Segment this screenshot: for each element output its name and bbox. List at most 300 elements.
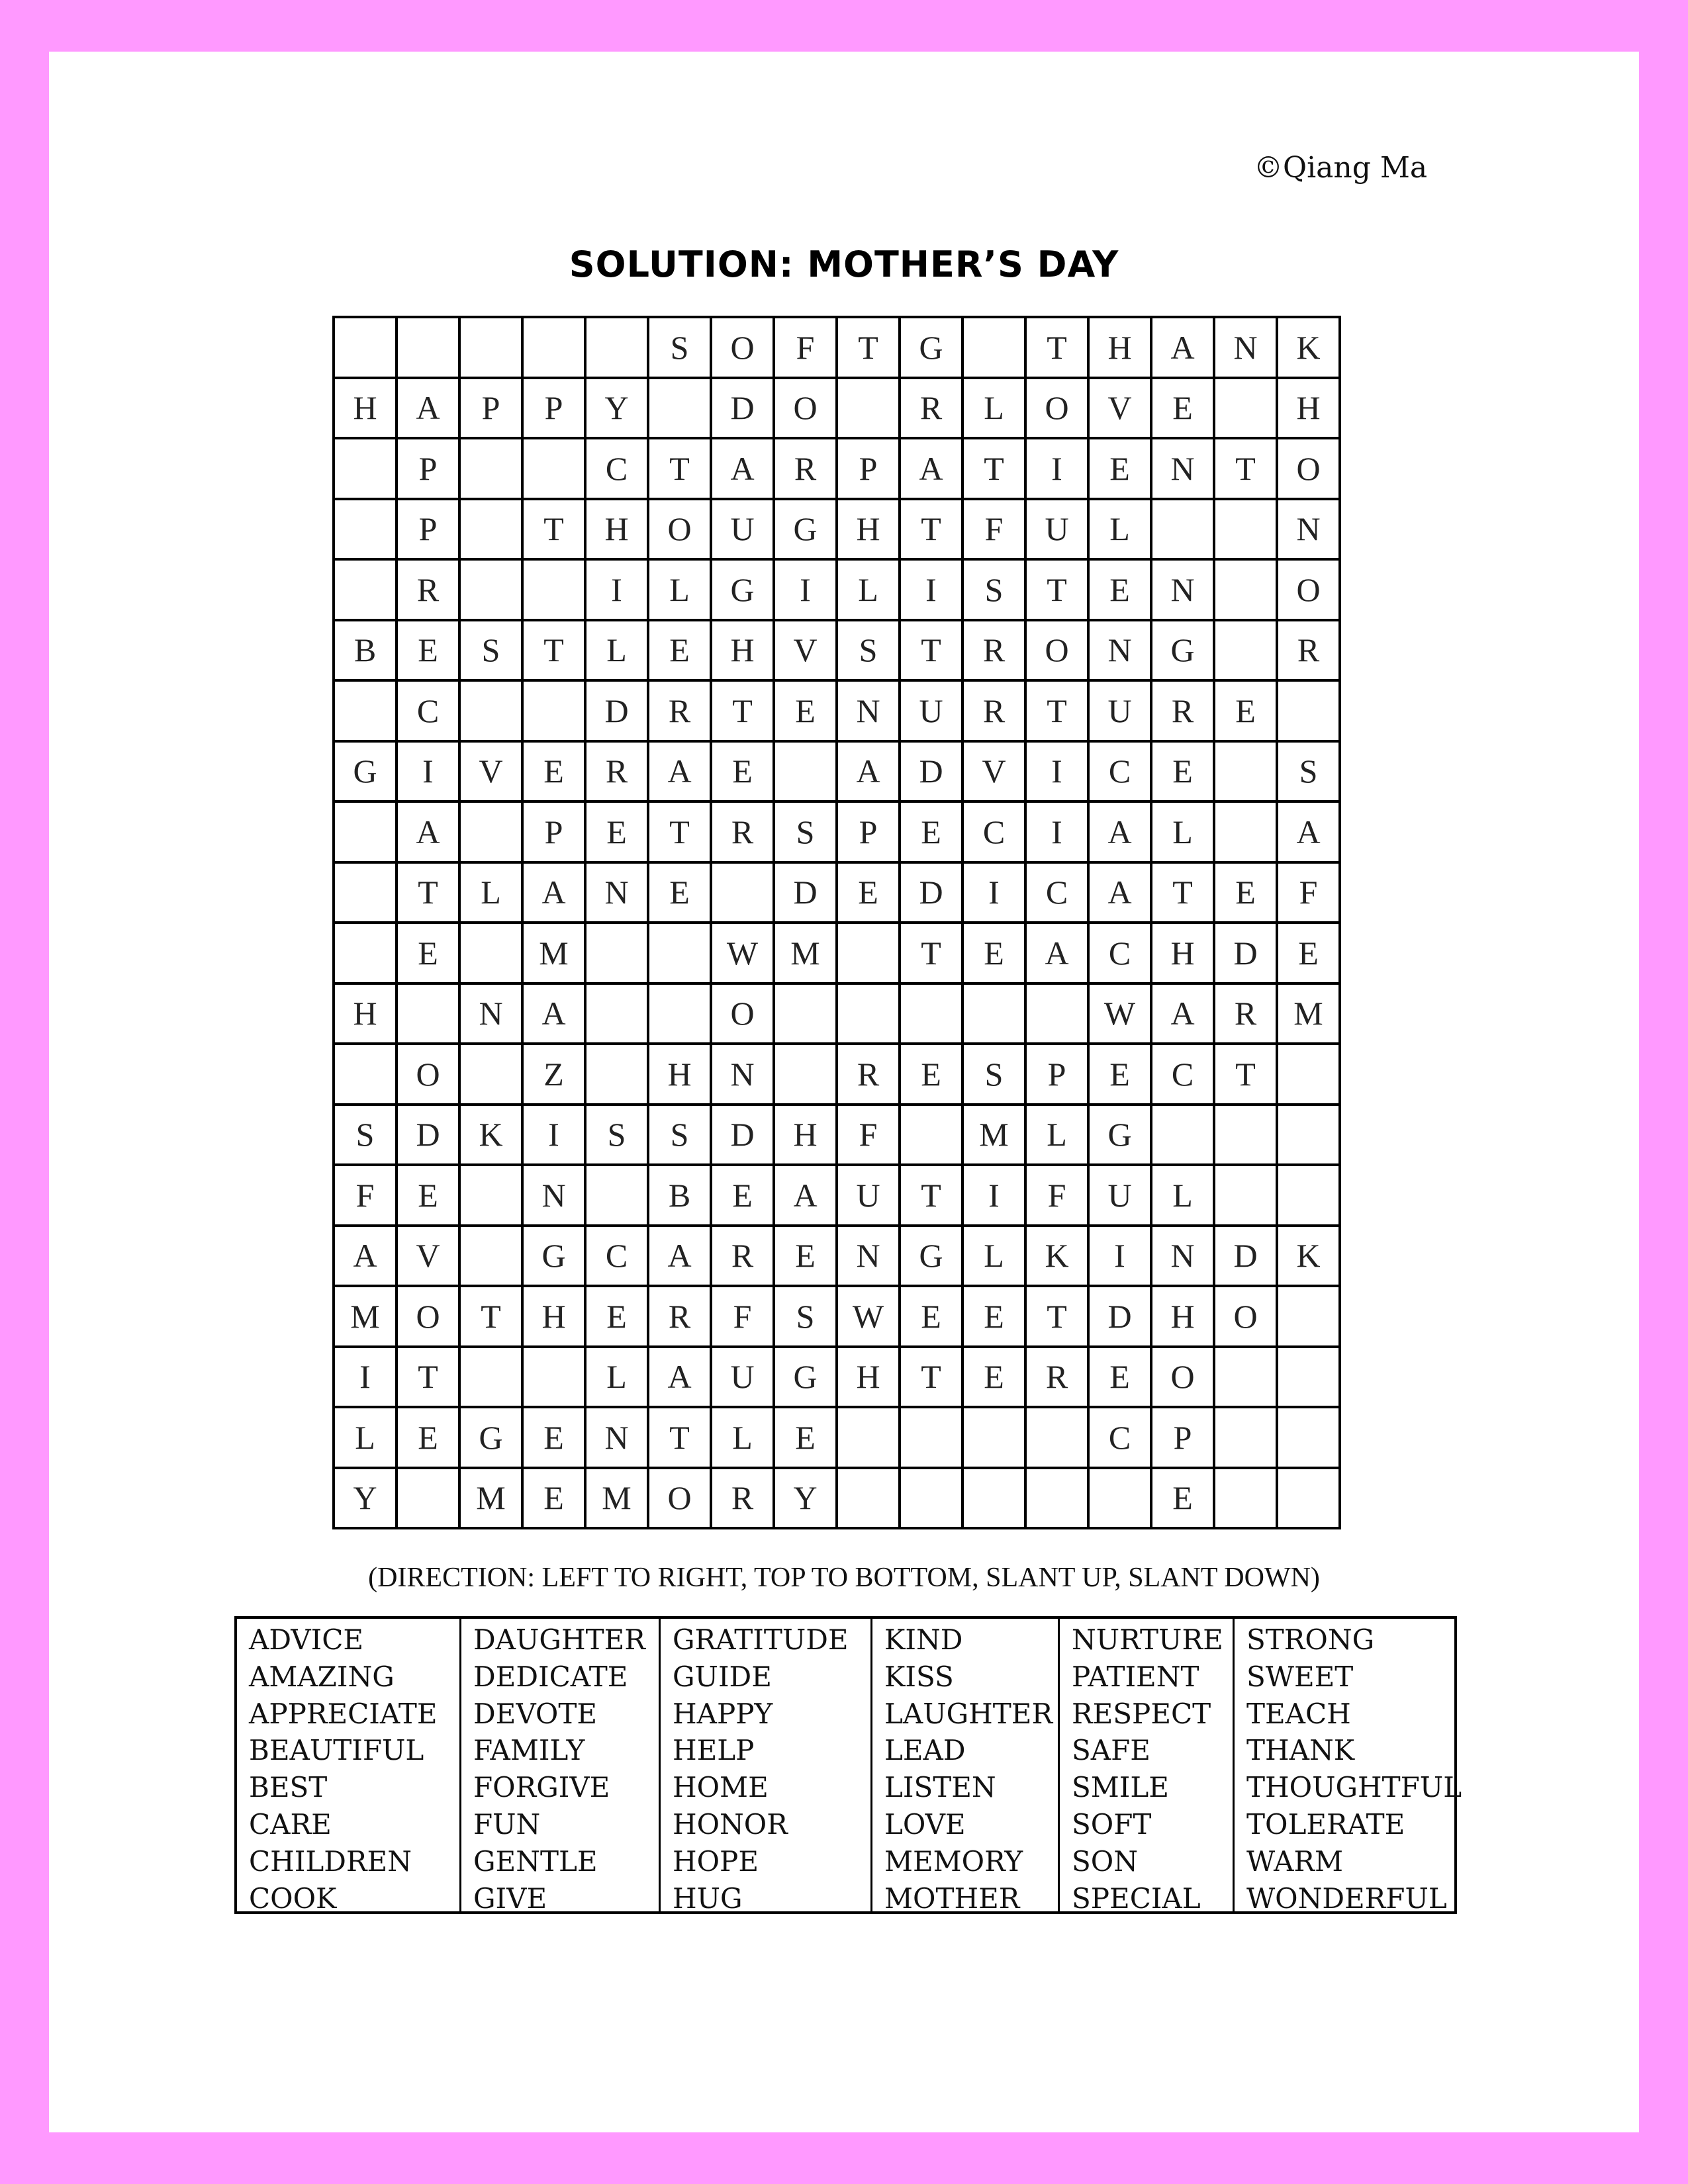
word-bank-column bbox=[237, 1619, 461, 1915]
grid-cell: P bbox=[398, 500, 461, 561]
grid-cell: D bbox=[901, 864, 964, 925]
word-bank-item: KISS bbox=[884, 1660, 954, 1693]
word-bank-item: LOVE bbox=[884, 1807, 966, 1841]
grid-cell: V bbox=[964, 743, 1027, 803]
grid-cell: F bbox=[712, 1287, 775, 1348]
grid-cell: I bbox=[335, 1348, 398, 1409]
grid-cell: Z bbox=[524, 1045, 586, 1106]
grid-cell: E bbox=[712, 1166, 775, 1227]
grid-cell: K bbox=[1278, 1227, 1341, 1288]
grid-cell: E bbox=[1215, 864, 1278, 925]
word-bank-item: MOTHER bbox=[884, 1882, 1020, 1915]
grid-cell: F bbox=[838, 1106, 901, 1167]
grid-cell: E bbox=[1090, 439, 1152, 500]
grid-cell: T bbox=[461, 1287, 524, 1348]
grid-cell: T bbox=[964, 439, 1027, 500]
grid-cell: E bbox=[1090, 1045, 1152, 1106]
grid-cell: C bbox=[1152, 1045, 1215, 1106]
grid-cell: S bbox=[586, 1106, 649, 1167]
grid-cell: N bbox=[838, 682, 901, 743]
grid-cell: T bbox=[1027, 561, 1090, 621]
word-bank-item: THOUGHTFUL bbox=[1246, 1771, 1462, 1804]
grid-cell: H bbox=[335, 379, 398, 440]
grid-cell: T bbox=[398, 1348, 461, 1409]
grid-cell: E bbox=[1215, 682, 1278, 743]
grid-cell: T bbox=[838, 318, 901, 379]
grid-cell: Y bbox=[775, 1469, 838, 1530]
word-bank-item: WARM bbox=[1246, 1844, 1344, 1878]
grid-cell: T bbox=[649, 439, 712, 500]
grid-cell: A bbox=[1090, 803, 1152, 864]
grid-cell bbox=[838, 1408, 901, 1469]
grid-cell bbox=[461, 1166, 524, 1227]
grid-cell: A bbox=[649, 743, 712, 803]
grid-cell: L bbox=[1090, 500, 1152, 561]
grid-cell: P bbox=[524, 379, 586, 440]
grid-cell bbox=[335, 803, 398, 864]
grid-cell: R bbox=[1027, 1348, 1090, 1409]
grid-cell: C bbox=[586, 439, 649, 500]
grid-cell: N bbox=[1152, 561, 1215, 621]
grid-cell: D bbox=[1090, 1287, 1152, 1348]
grid-cell: R bbox=[964, 682, 1027, 743]
grid-cell: G bbox=[775, 1348, 838, 1409]
grid-cell bbox=[1215, 1106, 1278, 1167]
grid-cell: H bbox=[1152, 1287, 1215, 1348]
grid-cell: K bbox=[1027, 1227, 1090, 1288]
grid-cell: D bbox=[712, 1106, 775, 1167]
grid-cell: T bbox=[1027, 318, 1090, 379]
grid-cell: R bbox=[586, 743, 649, 803]
word-bank-item: KIND bbox=[884, 1623, 963, 1656]
grid-cell: G bbox=[712, 561, 775, 621]
grid-cell bbox=[335, 500, 398, 561]
grid-cell: E bbox=[901, 803, 964, 864]
grid-cell: E bbox=[1090, 1348, 1152, 1409]
grid-cell bbox=[586, 985, 649, 1046]
grid-cell: E bbox=[964, 924, 1027, 985]
grid-cell bbox=[838, 379, 901, 440]
grid-cell: U bbox=[712, 1348, 775, 1409]
grid-cell: O bbox=[1027, 379, 1090, 440]
grid-cell: N bbox=[838, 1227, 901, 1288]
grid-cell bbox=[712, 864, 775, 925]
grid-cell: E bbox=[964, 1348, 1027, 1409]
grid-cell: A bbox=[775, 1166, 838, 1227]
grid-cell: N bbox=[586, 864, 649, 925]
worksheet-page bbox=[49, 52, 1639, 2132]
word-bank-item: HUG bbox=[673, 1882, 743, 1915]
grid-cell: T bbox=[901, 1166, 964, 1227]
grid-cell bbox=[524, 439, 586, 500]
grid-cell: C bbox=[1090, 1408, 1152, 1469]
grid-cell: G bbox=[901, 318, 964, 379]
grid-cell: R bbox=[1278, 621, 1341, 682]
grid-cell: A bbox=[1278, 803, 1341, 864]
grid-cell bbox=[461, 500, 524, 561]
grid-cell: C bbox=[398, 682, 461, 743]
word-bank-item: NURTURE bbox=[1072, 1623, 1223, 1656]
grid-cell bbox=[1152, 500, 1215, 561]
grid-cell: T bbox=[1152, 864, 1215, 925]
grid-cell bbox=[775, 1045, 838, 1106]
grid-cell: G bbox=[461, 1408, 524, 1469]
grid-cell bbox=[838, 985, 901, 1046]
grid-cell: R bbox=[712, 803, 775, 864]
grid-cell bbox=[586, 924, 649, 985]
word-bank-item: LAUGHTER bbox=[884, 1697, 1053, 1730]
grid-cell bbox=[964, 1408, 1027, 1469]
grid-cell bbox=[461, 561, 524, 621]
grid-cell: T bbox=[1215, 439, 1278, 500]
grid-cell: D bbox=[1215, 924, 1278, 985]
grid-cell bbox=[461, 318, 524, 379]
grid-cell: E bbox=[1090, 561, 1152, 621]
grid-cell bbox=[524, 1348, 586, 1409]
word-bank-item: FAMILY bbox=[473, 1734, 585, 1767]
grid-cell: I bbox=[1027, 439, 1090, 500]
grid-cell: C bbox=[1027, 864, 1090, 925]
grid-cell: E bbox=[586, 803, 649, 864]
grid-cell: E bbox=[712, 743, 775, 803]
grid-cell: M bbox=[964, 1106, 1027, 1167]
grid-cell: L bbox=[838, 561, 901, 621]
grid-cell: N bbox=[1090, 621, 1152, 682]
word-bank-item: SOFT bbox=[1072, 1807, 1152, 1841]
grid-cell: I bbox=[524, 1106, 586, 1167]
grid-cell bbox=[586, 1045, 649, 1106]
grid-cell: H bbox=[712, 621, 775, 682]
grid-cell: R bbox=[649, 682, 712, 743]
grid-cell: T bbox=[901, 500, 964, 561]
word-bank-item: TOLERATE bbox=[1246, 1807, 1405, 1841]
word-bank-item: PATIENT bbox=[1072, 1660, 1199, 1693]
word-bank-item: GUIDE bbox=[673, 1660, 772, 1693]
word-bank-item: GIVE bbox=[473, 1882, 547, 1915]
word-bank-item: LISTEN bbox=[884, 1771, 996, 1804]
grid-cell: O bbox=[398, 1045, 461, 1106]
grid-cell bbox=[335, 682, 398, 743]
grid-cell: T bbox=[524, 621, 586, 682]
grid-cell: E bbox=[901, 1287, 964, 1348]
grid-cell bbox=[461, 1348, 524, 1409]
grid-cell: R bbox=[712, 1469, 775, 1530]
word-bank-column bbox=[661, 1619, 872, 1915]
grid-cell: A bbox=[398, 379, 461, 440]
grid-cell: E bbox=[398, 924, 461, 985]
grid-cell: D bbox=[1215, 1227, 1278, 1288]
grid-cell: E bbox=[524, 743, 586, 803]
grid-cell: I bbox=[398, 743, 461, 803]
grid-cell bbox=[586, 318, 649, 379]
grid-cell: M bbox=[335, 1287, 398, 1348]
grid-cell bbox=[1278, 682, 1341, 743]
grid-cell: L bbox=[586, 1348, 649, 1409]
grid-cell: S bbox=[775, 803, 838, 864]
grid-cell: E bbox=[775, 1227, 838, 1288]
grid-cell: I bbox=[1027, 743, 1090, 803]
word-bank-item: HONOR bbox=[673, 1807, 788, 1841]
word-bank-item: RESPECT bbox=[1072, 1697, 1211, 1730]
grid-cell: A bbox=[649, 1348, 712, 1409]
grid-cell: G bbox=[775, 500, 838, 561]
grid-cell: O bbox=[1215, 1287, 1278, 1348]
grid-cell bbox=[1215, 743, 1278, 803]
grid-cell: R bbox=[398, 561, 461, 621]
grid-cell: A bbox=[1027, 924, 1090, 985]
grid-cell: T bbox=[901, 924, 964, 985]
grid-cell bbox=[461, 924, 524, 985]
grid-cell bbox=[1215, 1166, 1278, 1227]
word-bank-item: HELP bbox=[673, 1734, 755, 1767]
grid-cell: G bbox=[1090, 1106, 1152, 1167]
grid-cell: H bbox=[838, 1348, 901, 1409]
grid-cell: L bbox=[712, 1408, 775, 1469]
grid-cell: E bbox=[398, 621, 461, 682]
grid-cell: E bbox=[398, 1408, 461, 1469]
grid-cell bbox=[1278, 1348, 1341, 1409]
grid-cell bbox=[335, 1045, 398, 1106]
word-bank-item: BEAUTIFUL bbox=[249, 1734, 424, 1767]
word-bank-item: SAFE bbox=[1072, 1734, 1150, 1767]
grid-cell: L bbox=[964, 1227, 1027, 1288]
grid-cell: W bbox=[838, 1287, 901, 1348]
grid-cell: I bbox=[775, 561, 838, 621]
grid-cell: A bbox=[1090, 864, 1152, 925]
grid-cell bbox=[1215, 1348, 1278, 1409]
grid-cell: U bbox=[1090, 682, 1152, 743]
grid-cell: H bbox=[335, 985, 398, 1046]
grid-cell bbox=[461, 803, 524, 864]
grid-cell bbox=[1027, 985, 1090, 1046]
word-bank-item: HAPPY bbox=[673, 1697, 773, 1730]
grid-cell: N bbox=[461, 985, 524, 1046]
grid-cell bbox=[461, 682, 524, 743]
grid-cell bbox=[524, 682, 586, 743]
grid-cell bbox=[1215, 561, 1278, 621]
grid-cell: A bbox=[838, 743, 901, 803]
grid-cell: W bbox=[1090, 985, 1152, 1046]
grid-cell: A bbox=[335, 1227, 398, 1288]
word-bank-column bbox=[872, 1619, 1060, 1915]
grid-cell: D bbox=[712, 379, 775, 440]
grid-cell: H bbox=[838, 500, 901, 561]
grid-cell: S bbox=[964, 561, 1027, 621]
word-bank-item: DAUGHTER bbox=[473, 1623, 645, 1656]
grid-cell: M bbox=[586, 1469, 649, 1530]
direction-note: (DIRECTION: LEFT TO RIGHT, TOP TO BOTTOM, SLANT UP, SLANT DOWN) bbox=[368, 1563, 1320, 1593]
grid-cell: L bbox=[461, 864, 524, 925]
grid-cell bbox=[1027, 1408, 1090, 1469]
grid-cell: F bbox=[964, 500, 1027, 561]
word-bank-item: THANK bbox=[1246, 1734, 1355, 1767]
grid-cell: T bbox=[1027, 682, 1090, 743]
grid-cell: H bbox=[649, 1045, 712, 1106]
grid-cell: E bbox=[1152, 379, 1215, 440]
grid-cell: T bbox=[649, 1408, 712, 1469]
grid-cell bbox=[1215, 1408, 1278, 1469]
grid-cell bbox=[1215, 1469, 1278, 1530]
grid-cell bbox=[1215, 500, 1278, 561]
word-bank-item: HOME bbox=[673, 1771, 769, 1804]
grid-cell: E bbox=[1152, 743, 1215, 803]
grid-cell: V bbox=[398, 1227, 461, 1288]
grid-cell: W bbox=[712, 924, 775, 985]
grid-cell: P bbox=[1152, 1408, 1215, 1469]
grid-cell: A bbox=[901, 439, 964, 500]
word-bank-item: CARE bbox=[249, 1807, 332, 1841]
grid-cell bbox=[901, 1469, 964, 1530]
grid-cell: E bbox=[524, 1408, 586, 1469]
word-bank-item: AMAZING bbox=[249, 1660, 395, 1693]
grid-cell: S bbox=[649, 318, 712, 379]
grid-cell bbox=[649, 924, 712, 985]
grid-cell: A bbox=[398, 803, 461, 864]
grid-cell: T bbox=[901, 621, 964, 682]
grid-cell: M bbox=[524, 924, 586, 985]
grid-cell: S bbox=[775, 1287, 838, 1348]
word-bank-item: HOPE bbox=[673, 1844, 759, 1878]
word-bank-item: DEVOTE bbox=[473, 1697, 598, 1730]
grid-cell: P bbox=[1027, 1045, 1090, 1106]
grid-cell bbox=[838, 924, 901, 985]
grid-cell: H bbox=[524, 1287, 586, 1348]
grid-cell: E bbox=[775, 682, 838, 743]
grid-cell: O bbox=[398, 1287, 461, 1348]
grid-cell bbox=[461, 1045, 524, 1106]
grid-cell bbox=[1215, 379, 1278, 440]
grid-cell: S bbox=[335, 1106, 398, 1167]
grid-cell bbox=[335, 318, 398, 379]
grid-cell: L bbox=[1027, 1106, 1090, 1167]
grid-cell: D bbox=[586, 682, 649, 743]
grid-cell bbox=[901, 1408, 964, 1469]
word-bank-item: GRATITUDE bbox=[673, 1623, 849, 1656]
grid-cell: L bbox=[335, 1408, 398, 1469]
grid-cell bbox=[335, 561, 398, 621]
grid-cell: F bbox=[1278, 864, 1341, 925]
grid-cell: O bbox=[1278, 439, 1341, 500]
grid-cell: I bbox=[964, 1166, 1027, 1227]
word-bank-item: FORGIVE bbox=[473, 1771, 610, 1804]
grid-cell: Y bbox=[335, 1469, 398, 1530]
grid-cell: B bbox=[335, 621, 398, 682]
grid-cell bbox=[1278, 1166, 1341, 1227]
grid-cell bbox=[524, 561, 586, 621]
grid-cell: S bbox=[649, 1106, 712, 1167]
word-bank-item: APPRECIATE bbox=[249, 1697, 438, 1730]
grid-cell bbox=[649, 379, 712, 440]
word-bank-item: SPECIAL bbox=[1072, 1882, 1201, 1915]
grid-cell bbox=[1215, 803, 1278, 864]
grid-cell: E bbox=[398, 1166, 461, 1227]
grid-cell: F bbox=[1027, 1166, 1090, 1227]
word-bank-item: STRONG bbox=[1246, 1623, 1375, 1656]
grid-cell: U bbox=[901, 682, 964, 743]
word-bank-item: MEMORY bbox=[884, 1844, 1023, 1878]
grid-cell: S bbox=[838, 621, 901, 682]
word-bank-item: COOK bbox=[249, 1882, 337, 1915]
grid-cell bbox=[775, 743, 838, 803]
grid-cell bbox=[461, 439, 524, 500]
grid-cell: I bbox=[964, 864, 1027, 925]
grid-cell bbox=[398, 985, 461, 1046]
grid-cell: O bbox=[649, 500, 712, 561]
grid-cell: U bbox=[838, 1166, 901, 1227]
copyright-notice: ©Qiang Ma bbox=[1254, 151, 1428, 185]
grid-cell: T bbox=[1027, 1287, 1090, 1348]
word-bank-item: WONDERFUL bbox=[1246, 1882, 1447, 1915]
word-bank-column bbox=[1060, 1619, 1235, 1915]
grid-cell: T bbox=[649, 803, 712, 864]
grid-cell: E bbox=[1152, 1469, 1215, 1530]
grid-cell bbox=[1027, 1469, 1090, 1530]
grid-cell: G bbox=[524, 1227, 586, 1288]
grid-cell: U bbox=[1027, 500, 1090, 561]
grid-cell: E bbox=[586, 1287, 649, 1348]
grid-cell: P bbox=[398, 439, 461, 500]
grid-cell: I bbox=[586, 561, 649, 621]
grid-cell: N bbox=[1152, 439, 1215, 500]
word-bank-item: CHILDREN bbox=[249, 1844, 412, 1878]
word-bank-item: SWEET bbox=[1246, 1660, 1354, 1693]
grid-cell: U bbox=[1090, 1166, 1152, 1227]
grid-cell: G bbox=[1152, 621, 1215, 682]
word-bank-item: SMILE bbox=[1072, 1771, 1169, 1804]
grid-cell: Y bbox=[586, 379, 649, 440]
grid-cell bbox=[398, 1469, 461, 1530]
grid-cell: G bbox=[901, 1227, 964, 1288]
grid-cell: S bbox=[1278, 743, 1341, 803]
grid-cell: H bbox=[775, 1106, 838, 1167]
grid-cell: T bbox=[901, 1348, 964, 1409]
grid-cell: N bbox=[712, 1045, 775, 1106]
grid-cell: C bbox=[586, 1227, 649, 1288]
grid-cell: P bbox=[838, 439, 901, 500]
grid-cell: V bbox=[461, 743, 524, 803]
grid-cell: T bbox=[524, 500, 586, 561]
grid-cell: S bbox=[964, 1045, 1027, 1106]
grid-cell bbox=[838, 1469, 901, 1530]
word-bank-item: GENTLE bbox=[473, 1844, 598, 1878]
grid-cell bbox=[1278, 1287, 1341, 1348]
grid-cell: R bbox=[838, 1045, 901, 1106]
grid-cell: R bbox=[964, 621, 1027, 682]
grid-cell: C bbox=[964, 803, 1027, 864]
grid-cell bbox=[1090, 1469, 1152, 1530]
grid-cell: E bbox=[649, 864, 712, 925]
grid-cell: M bbox=[1278, 985, 1341, 1046]
grid-cell: P bbox=[461, 379, 524, 440]
word-bank-item: TEACH bbox=[1246, 1697, 1351, 1730]
grid-cell bbox=[461, 1227, 524, 1288]
word-bank-item: FUN bbox=[473, 1807, 541, 1841]
grid-cell: E bbox=[964, 1287, 1027, 1348]
grid-cell: F bbox=[335, 1166, 398, 1227]
grid-cell: D bbox=[775, 864, 838, 925]
grid-cell: E bbox=[524, 1469, 586, 1530]
grid-cell: H bbox=[1278, 379, 1341, 440]
word-bank-item: LEAD bbox=[884, 1734, 966, 1767]
grid-cell: C bbox=[1090, 924, 1152, 985]
grid-cell: L bbox=[649, 561, 712, 621]
word-bank-column bbox=[1235, 1619, 1462, 1915]
word-bank bbox=[234, 1616, 1462, 1915]
grid-cell bbox=[524, 318, 586, 379]
grid-cell: A bbox=[1152, 985, 1215, 1046]
grid-cell: N bbox=[586, 1408, 649, 1469]
grid-cell: P bbox=[838, 803, 901, 864]
